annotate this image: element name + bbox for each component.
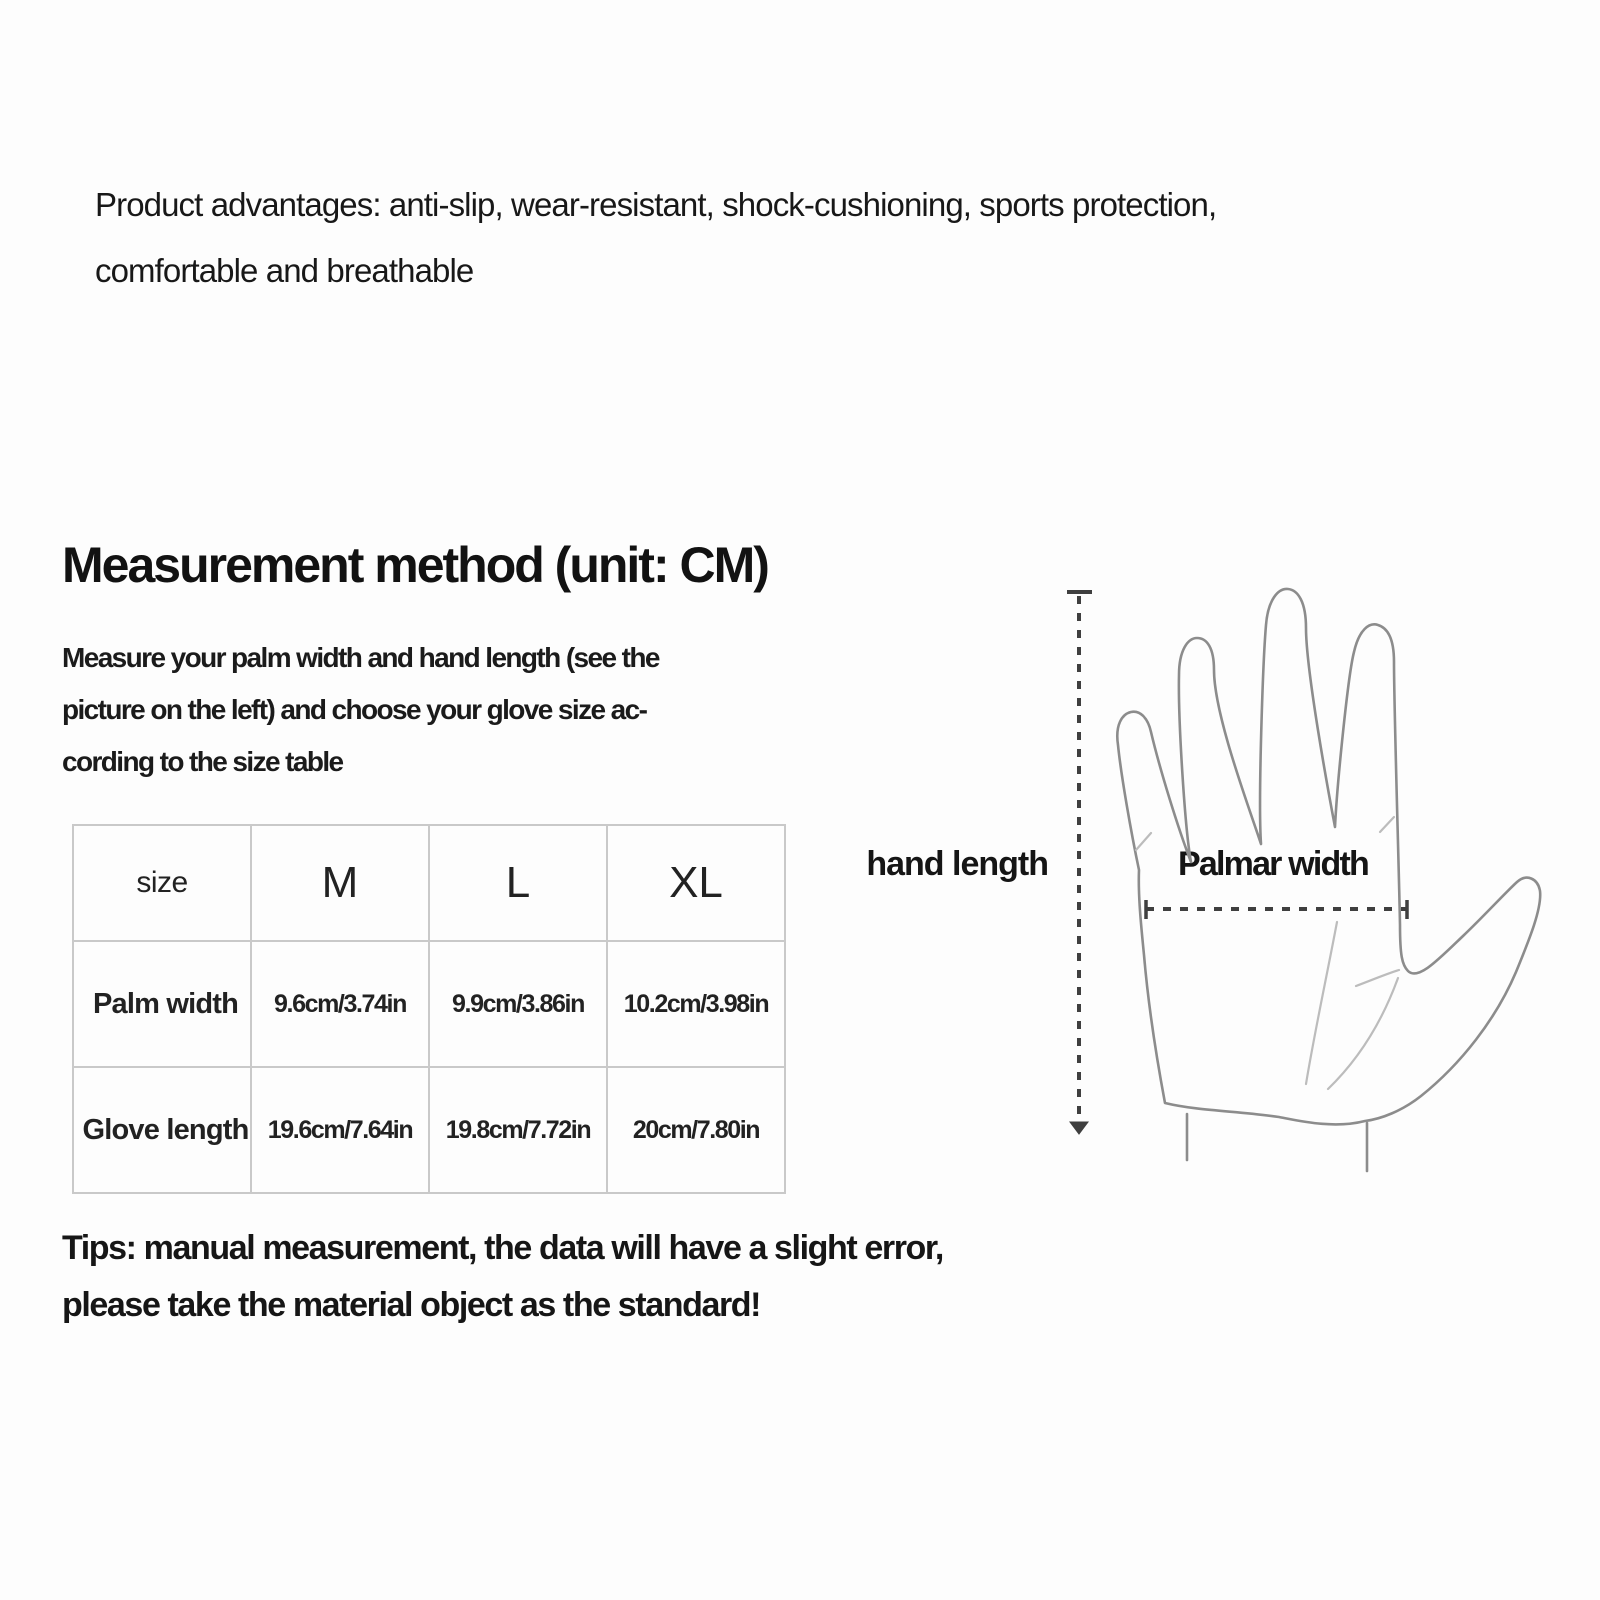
- palmar-width-label: Palmar width: [1178, 845, 1369, 883]
- size-table-container: [72, 824, 786, 1194]
- glove-length-value-xl: 20cm/7.80in: [607, 1067, 785, 1193]
- palm-crease-lines: [1136, 817, 1399, 1089]
- instructions-line2: picture on the left) and choose your glove size ac-: [62, 694, 647, 725]
- tips-line1: Tips: manual measurement, the data will have a slight error,: [62, 1229, 943, 1267]
- measurement-method-heading: Measurement method (unit: CM): [62, 537, 768, 593]
- size-table-header-xl: XL: [607, 825, 785, 941]
- product-advantages-line1: Product advantages: anti-slip, wear-resistant, shock-cushioning, sports protection,: [95, 186, 1217, 223]
- glove-length-value-m: 19.6cm/7.64in: [251, 1067, 429, 1193]
- size-table: [72, 824, 786, 1194]
- size-table-header-row: [73, 825, 785, 941]
- measurement-instructions: [62, 632, 659, 788]
- palmar-width-dashed-line: [1146, 900, 1407, 919]
- product-advantages-text: [95, 172, 1475, 304]
- hand-outline: [1117, 589, 1540, 1124]
- table-row-palm-width: [73, 941, 785, 1067]
- tips-line2: please take the material object as the standard!: [62, 1286, 761, 1324]
- glove-length-value-l: 19.8cm/7.72in: [429, 1067, 607, 1193]
- glove-length-label: Glove length: [73, 1067, 251, 1193]
- hand-length-label: hand length: [866, 845, 1048, 883]
- size-table-header-m: M: [251, 825, 429, 941]
- hand-length-dashed-line: [1067, 592, 1092, 1134]
- instructions-line1: Measure your palm width and hand length (see the: [62, 642, 659, 673]
- hand-measurement-illustration: [820, 540, 1560, 1240]
- palm-width-label: Palm width: [73, 941, 251, 1067]
- palm-width-value-m: 9.6cm/3.74in: [251, 941, 429, 1067]
- size-table-header-size: size: [73, 825, 251, 941]
- size-table-header-l: L: [429, 825, 607, 941]
- product-advantages-line2: comfortable and breathable: [95, 252, 474, 289]
- table-row-glove-length: [73, 1067, 785, 1193]
- palm-width-value-l: 9.9cm/3.86in: [429, 941, 607, 1067]
- palm-width-value-xl: 10.2cm/3.98in: [607, 941, 785, 1067]
- instructions-line3: cording to the size table: [62, 746, 343, 777]
- tips-text: [62, 1220, 943, 1334]
